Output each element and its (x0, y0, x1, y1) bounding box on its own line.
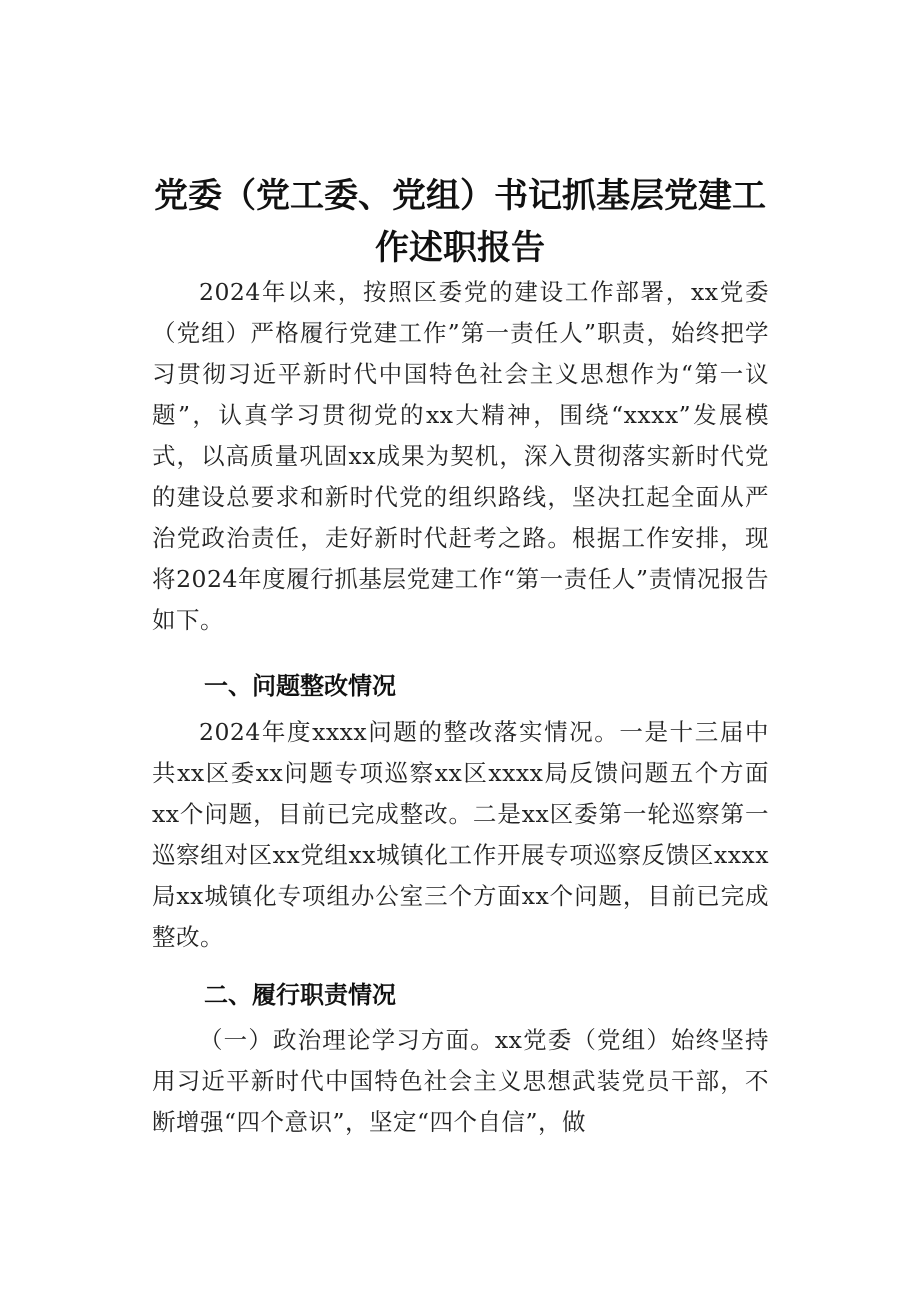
section-heading-rectification: 一、问题整改情况 (204, 672, 396, 700)
rectification-paragraph: 2024年度xxxx问题的整改落实情况。一是十三届中共xx区委xx问题专项巡察xx区xxxx局反馈问题五个方面xx个问题，目前已完成整改。二是xx区委第一轮巡察第一巡察组对区xx党组xx城镇化工作开展专项巡察反馈区xxxx局xx城镇化专项组办公室三个方面xx个问题，目前已完成整改。 (152, 718, 769, 951)
intro-paragraph: 2024年以来，按照区委党的建设工作部署，xx党委（党组）严格履行党建工作”第一责任人”职责，始终把学习贯彻习近平新时代中国特色社会主义思想作为“第一议题”，认真学习贯彻党的xx大精神，围绕“xxxx”发展模式，以高质量巩固xx成果为契机，深入贯彻落实新时代党的建设总要求和新时代党的组织路线，坚决扛起全面从严治党政治责任，走好新时代赶考之路。根据工作安排，现将2024年度履行抓基层党建工作“第一责任人”责情况报告如下。 (152, 278, 769, 634)
section-heading-duties: 二、履行职责情况 (204, 981, 396, 1009)
duties-paragraph: （一）政治理论学习方面。xx党委（党组）始终坚持用习近平新时代中国特色社会主义思想武装党员干部，不断增强“四个意识”，坚定“四个自信”，做 (152, 1026, 769, 1136)
document-title: 党委（党工委、党组）书记抓基层党建工作述职报告 (154, 176, 766, 268)
